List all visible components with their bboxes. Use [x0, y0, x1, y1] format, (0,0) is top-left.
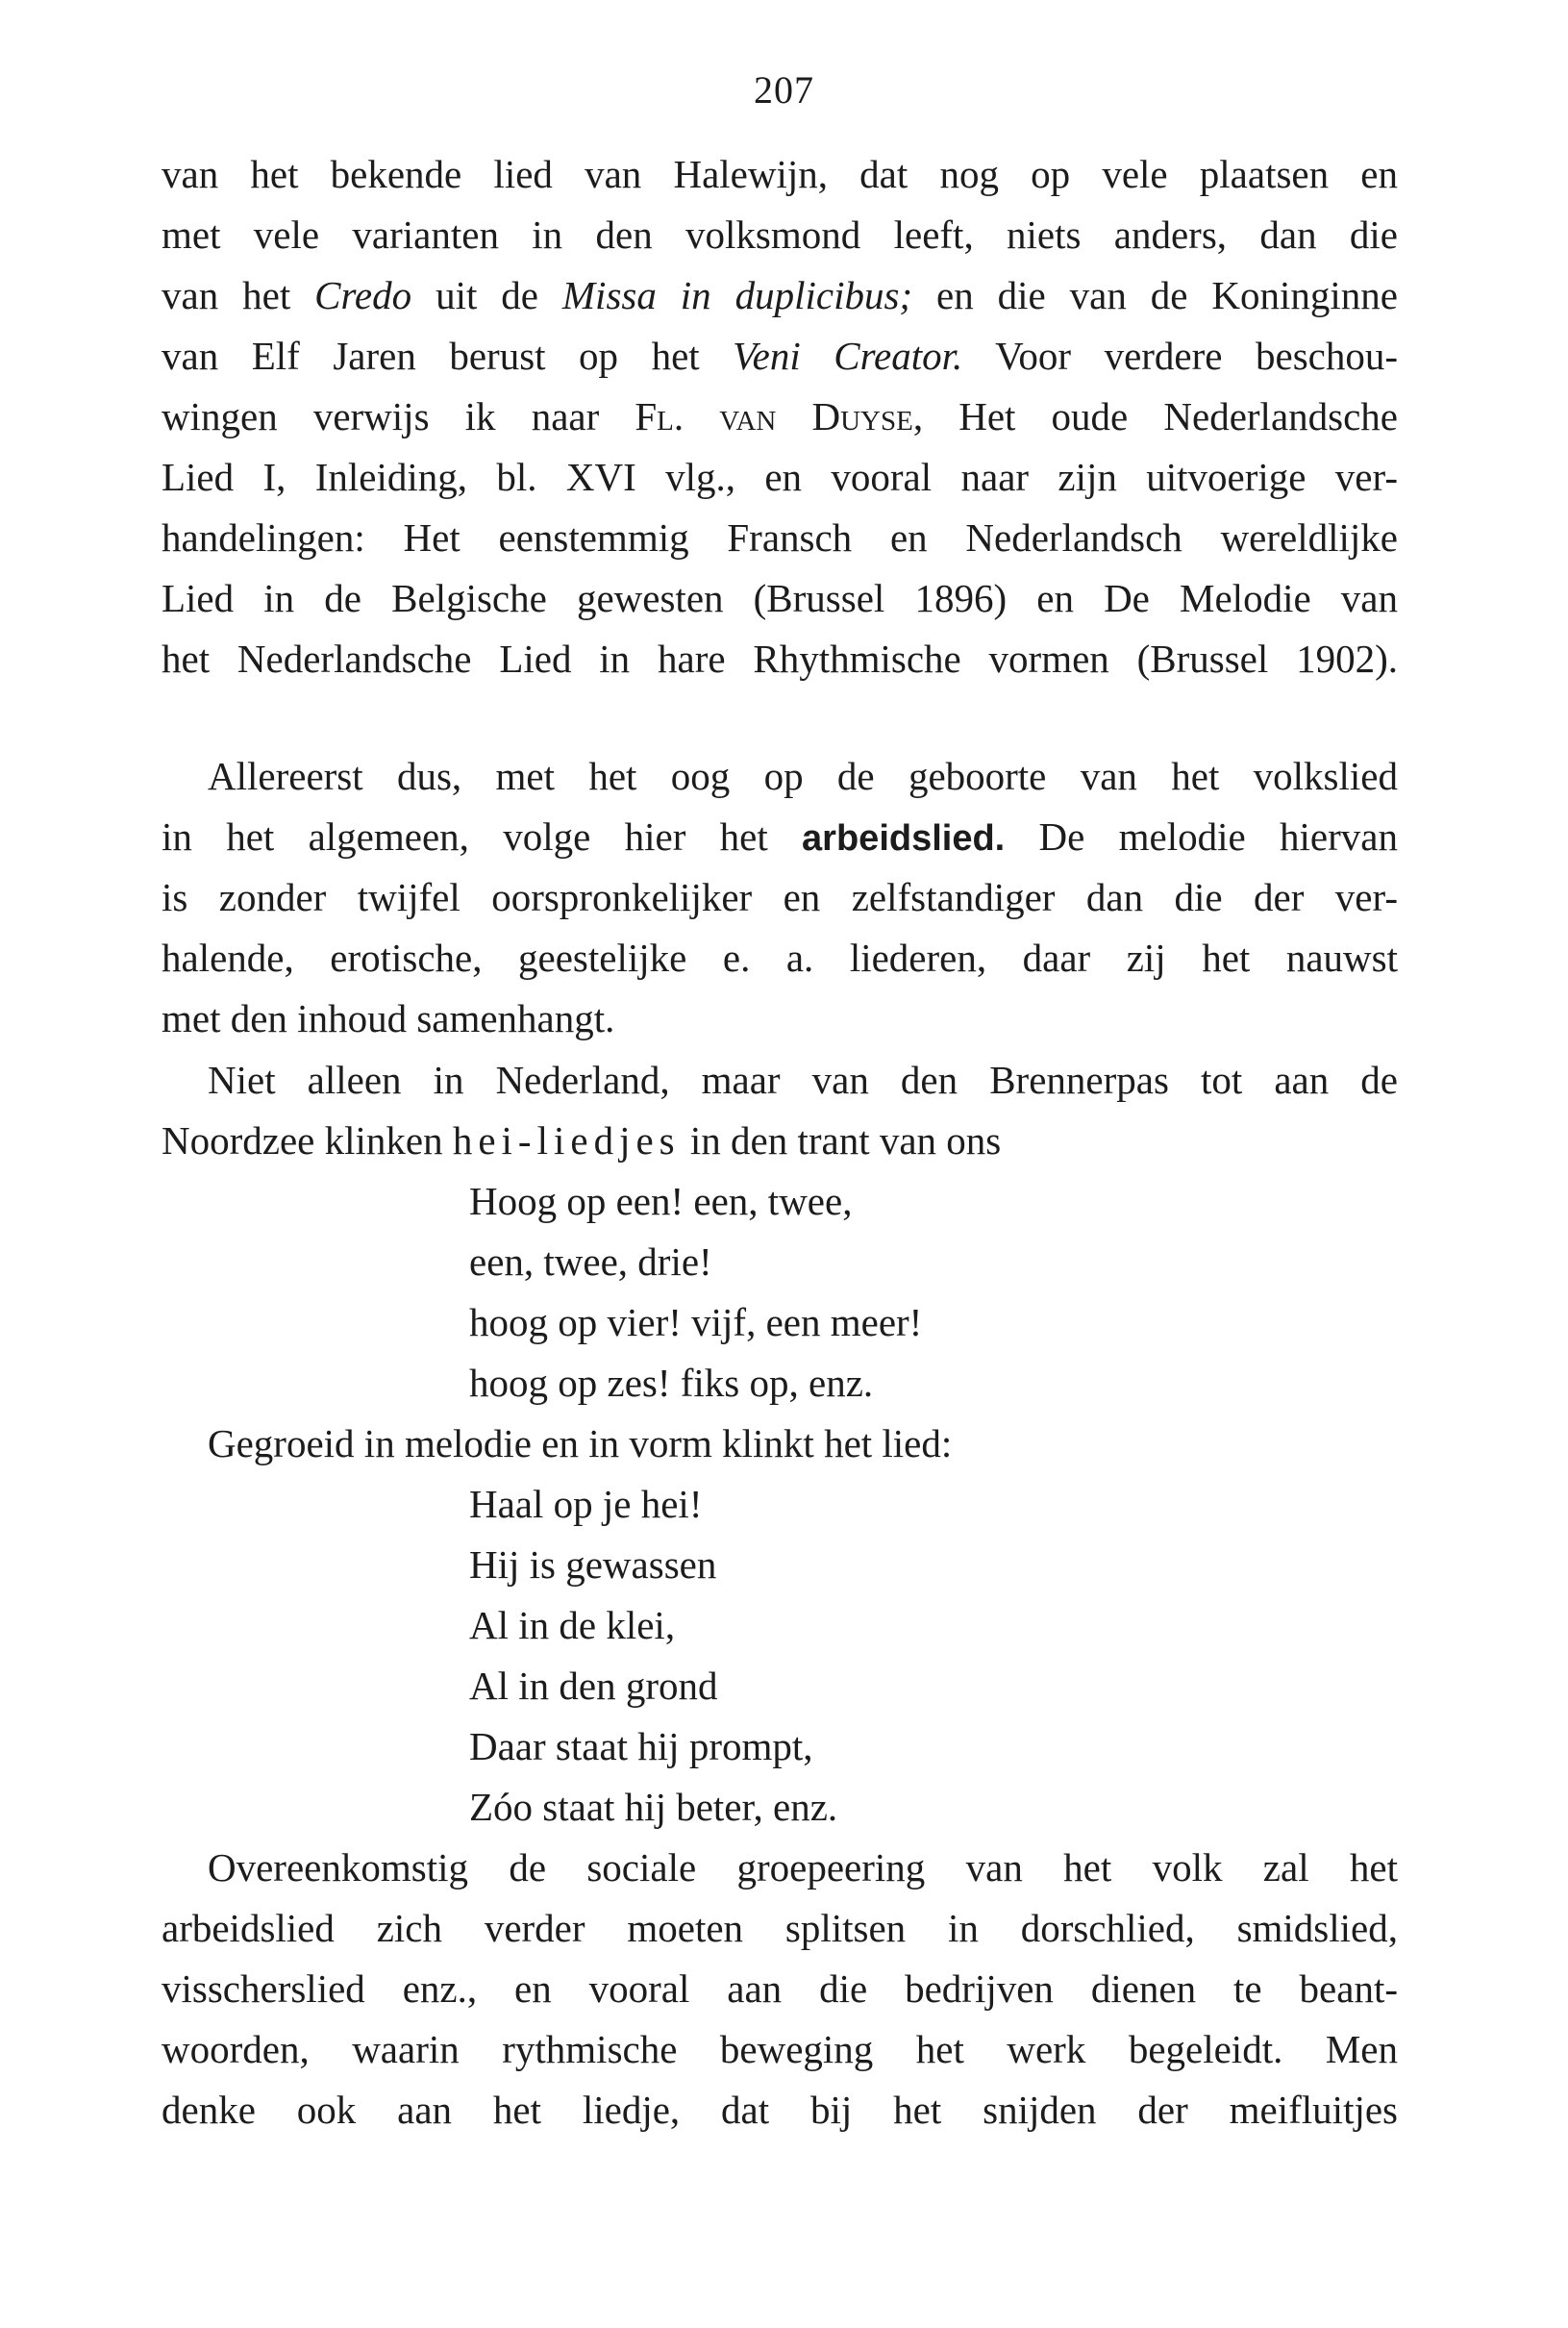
text-run: en die van de Koninginne	[912, 273, 1399, 317]
text-run: in het algemeen, volge hier het	[162, 814, 803, 859]
text-run: Het oude Nederlandsche	[923, 394, 1398, 438]
verse-1	[469, 1171, 1334, 1414]
text-line: Niet alleen in Nederland, maar van den Brennerpas tot aan de	[208, 1058, 1398, 1102]
text-run: in den trant van ons	[680, 1118, 1002, 1163]
text-line	[162, 1111, 1398, 1171]
verse-line: Daar staat hij prompt,	[469, 1724, 813, 1768]
text-line: woorden, waarin rythmische beweging het werk begeleidt. Men	[162, 2027, 1398, 2071]
text-line: Lied in de Belgische gewesten (Brussel 1896) en De Melodie van	[162, 576, 1398, 620]
page-number: 207	[754, 68, 814, 112]
verse-line: Al in de klei,	[469, 1603, 676, 1647]
text-line: Overeenkomstig de sociale groepeering van het volk zal het	[208, 1845, 1398, 1890]
text-line	[162, 807, 1398, 867]
verse-line: Al in den grond	[469, 1664, 718, 1708]
italic-title-credo: Credo	[314, 273, 412, 317]
verse-line: Hoog op een! een, twee,	[469, 1179, 853, 1223]
text-line: halende, erotische, geestelijke e. a. liederen, daar zij het nauwst	[162, 936, 1398, 980]
text-line: is zonder twijfel oorspronkelijker en zelfstandiger dan die der ver-	[162, 875, 1398, 919]
text-line: Lied I, Inleiding, bl. XVI vlg., en vooral naar zijn uitvoerige ver-	[162, 455, 1398, 499]
text-run: wingen verwijs ik naar	[162, 394, 635, 438]
italic-title-missa: Missa in duplicibus;	[561, 273, 913, 317]
verse-intro: Gegroeid in melodie en in vorm klinkt het lied:	[208, 1421, 953, 1465]
text-line: het Nederlandsche Lied in hare Rhythmische vormen (Brussel 1902).	[162, 637, 1398, 681]
verse-line: hoog op vier! vijf, een meer!	[469, 1300, 923, 1344]
text-run: Noordzee klinken	[162, 1118, 453, 1163]
text-line: visscherslied enz., en vooral aan die bedrijven dienen te beant-	[162, 1966, 1398, 2011]
verse-line: hoog op zes! fiks op, enz.	[469, 1361, 874, 1405]
paragraph-2	[162, 746, 1398, 1049]
text-line	[162, 326, 1398, 387]
text-run: van het	[162, 273, 315, 317]
text-line: denke ook aan het liedje, dat bij het snijden der meifluitjes	[162, 2088, 1398, 2132]
text-run: van Elf Jaren berust op het	[162, 334, 734, 378]
verse-2	[469, 1474, 1334, 1838]
text-line: met den inhoud samenhangt.	[162, 996, 615, 1040]
text-line: Allereerst dus, met het oog op de geboorte van het volkslied	[208, 754, 1398, 798]
text-run: De melodie hiervan	[1005, 814, 1398, 859]
author-name: Fl. van Duyse,	[635, 394, 924, 438]
bold-term-arbeidslied: arbeidslied.	[802, 818, 1006, 859]
text-line: arbeidslied zich verder moeten splitsen in dorschlied, smidslied,	[162, 1906, 1398, 1950]
verse-line: Haal op je hei!	[469, 1482, 703, 1526]
text-line: met vele varianten in den volksmond leeft, niets anders, dan die	[162, 213, 1398, 257]
text-run: Voor verdere beschou-	[962, 334, 1398, 378]
text-run: uit de	[411, 273, 562, 317]
verse-line: Hij is gewassen	[469, 1542, 717, 1587]
paragraph-3	[162, 1050, 1398, 1171]
text-line: handelingen: Het eenstemmig Fransch en Nederlandsch wereldlijke	[162, 515, 1398, 560]
verse-line: een, twee, drie!	[469, 1239, 712, 1284]
paragraph-4	[162, 1838, 1398, 2140]
verse-line: Zóo staat hij beter, enz.	[469, 1785, 838, 1829]
spaced-term-hei-liedjes: hei-liedjes	[452, 1118, 681, 1163]
paragraph-1	[162, 144, 1398, 689]
text-line	[162, 265, 1398, 326]
italic-title-veni-creator: Veni Creator.	[733, 334, 963, 378]
text-line	[162, 387, 1398, 447]
text-line: van het bekende lied van Halewijn, dat nog op vele plaatsen en	[162, 152, 1398, 196]
